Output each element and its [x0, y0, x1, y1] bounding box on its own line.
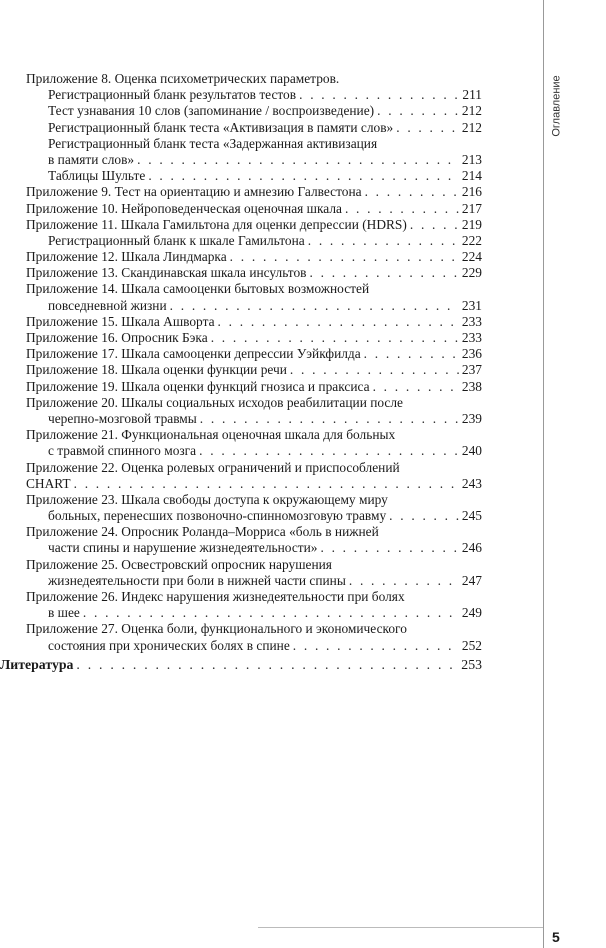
toc-page-number: 252	[461, 637, 482, 653]
dot-leader	[299, 87, 459, 103]
dot-leader	[365, 184, 459, 200]
toc-entry-continuation	[26, 638, 482, 654]
toc-entry-title: с травмой спинного мозга	[48, 443, 197, 459]
toc-entry-title: Приложение 20. Шкалы социальных исходов реабилитации после	[26, 394, 403, 410]
toc-entry-continuation	[26, 411, 482, 427]
toc-page-number: 253	[461, 657, 482, 672]
toc-subentry	[26, 103, 482, 119]
toc-entry-title: Приложение 27. Оценка боли, функционального и экономического	[26, 621, 407, 637]
toc-entry	[26, 346, 482, 362]
toc-entry	[26, 621, 482, 637]
toc-page-number: 213	[461, 151, 482, 167]
toc-entry	[26, 427, 482, 443]
toc-page-number: 249	[461, 605, 482, 621]
toc-page-number: 224	[461, 249, 482, 265]
toc-entry-title: Приложение 14. Шкала самооценки бытовых возможностей	[26, 281, 370, 297]
toc-entry-title: части спины и нарушение жизнедеятельности»	[48, 540, 318, 556]
toc-entry-title: Регистрационный бланк теста «Активизация в памяти слов»	[48, 119, 394, 135]
toc-entry-title: Приложение 17. Шкала самооценки депрессии Уэйкфилда	[26, 346, 361, 362]
toc-entry-title: Регистрационный бланк к шкале Гамильтона	[48, 232, 305, 248]
dot-leader	[211, 330, 459, 346]
toc-entry	[26, 184, 482, 200]
toc-subentry	[26, 136, 482, 152]
toc-page-number: 214	[461, 168, 482, 184]
dot-leader	[364, 346, 459, 362]
toc-entry-title: больных, перенесших позвоночно-спинномозговую травму	[48, 508, 387, 524]
toc-entry	[26, 524, 482, 540]
right-margin-rule	[543, 0, 544, 948]
toc-entry	[26, 281, 482, 297]
toc-entry	[26, 589, 482, 605]
toc-page-number: 236	[461, 346, 482, 362]
toc-entry-title: в памяти слов»	[48, 151, 135, 167]
toc-entry-title: Приложение 11. Шкала Гамильтона для оценки депрессии (HDRS)	[26, 216, 407, 232]
toc-entry-title: CHART	[26, 475, 71, 491]
dot-leader	[200, 411, 459, 427]
toc-page-number: 217	[461, 200, 482, 216]
toc-entry-title: состояния при хронических болях в спине	[48, 637, 290, 653]
section-title: Оглавление	[551, 75, 564, 137]
toc-page-number: 222	[461, 232, 482, 248]
toc-entry	[26, 217, 482, 233]
dot-leader	[83, 605, 459, 621]
page-number: 5	[552, 929, 560, 945]
toc-entry-title: Приложение 26. Индекс нарушения жизнедеятельности при болях	[26, 589, 405, 604]
dot-leader	[410, 217, 459, 233]
toc-entry-title: Приложение 23. Шкала свободы доступа к окружающему миру	[26, 491, 388, 507]
toc-entry-continuation	[26, 540, 482, 556]
toc-entry	[26, 249, 482, 265]
toc-page-number: 229	[461, 265, 482, 281]
toc-page-number: 231	[461, 297, 482, 313]
toc-literature-block	[0, 654, 482, 673]
toc-page-number: 240	[461, 443, 482, 459]
dot-leader	[230, 249, 459, 265]
running-header	[549, 70, 565, 142]
toc-page-number: 245	[461, 508, 482, 524]
toc-page-number: 233	[461, 330, 482, 345]
toc-entry-title: Приложение 16. Опросник Бэка	[26, 330, 208, 345]
toc-entry-title: жизнедеятельности при боли в нижней части спины	[48, 572, 346, 588]
toc-entry-title: Приложение 10. Нейроповеденческая оценочная шкала	[26, 200, 342, 216]
toc-entry-title: Приложение 24. Опросник Роланда–Морриса «боль в нижней	[26, 524, 379, 540]
dot-leader	[349, 573, 459, 589]
dot-leader	[199, 443, 459, 459]
toc-entry	[26, 379, 482, 395]
toc-entry-title: Регистрационный бланк теста «Задержанная активизация	[48, 135, 378, 151]
toc-entry-title: в шее	[48, 605, 80, 621]
dot-leader	[308, 233, 459, 249]
toc-subentry	[26, 120, 482, 136]
dot-leader	[377, 103, 459, 119]
toc-entry	[26, 492, 482, 508]
toc-entry	[26, 265, 482, 281]
toc-entry-title: повседневной жизни	[48, 297, 167, 313]
toc-entry	[26, 460, 482, 476]
toc-entry-title: Литература	[0, 657, 74, 672]
dot-leader	[345, 201, 459, 217]
toc-entry-title: Приложение 13. Скандинавская шкала инсультов	[26, 265, 307, 281]
dot-leader	[148, 168, 459, 184]
dot-leader	[74, 476, 459, 492]
dot-leader	[310, 265, 459, 281]
toc-subentry-continuation	[26, 152, 482, 168]
toc-page-number: 211	[462, 87, 482, 103]
toc-entry-title: Приложение 22. Оценка ролевых ограничений и приспособлений	[26, 459, 400, 475]
dot-leader	[320, 540, 458, 556]
toc-entry-title: Приложение 25. Освестровский опросник нарушения	[26, 556, 332, 572]
toc-page-number: 247	[461, 572, 482, 588]
toc-entry-continuation	[26, 443, 482, 459]
toc-entry-title: Таблицы Шульте	[48, 168, 146, 184]
dot-leader	[290, 362, 459, 378]
toc-page-number: 233	[461, 313, 482, 329]
toc-page-number: 212	[461, 103, 482, 119]
toc-entry	[26, 362, 482, 378]
table-of-contents	[26, 71, 482, 654]
footer-rule	[258, 927, 543, 928]
toc-entry	[26, 314, 482, 330]
dot-leader	[218, 314, 459, 330]
toc-entry-continuation	[26, 298, 482, 314]
dot-leader	[137, 152, 459, 168]
toc-entry-title: черепно-мозговой травмы	[48, 410, 197, 426]
toc-entry	[26, 395, 482, 411]
toc-page-number: 216	[461, 184, 482, 200]
toc-entry	[26, 201, 482, 217]
toc-entry-continuation	[26, 605, 482, 621]
toc-entry-literature	[0, 657, 482, 673]
toc-subentry	[26, 233, 482, 249]
toc-entry	[26, 71, 482, 87]
toc-entry	[26, 330, 482, 346]
dot-leader	[396, 120, 459, 136]
toc-entry-title: Приложение 15. Шкала Ашворта	[26, 313, 215, 329]
toc-entry-continuation	[26, 508, 482, 524]
toc-subentry	[26, 87, 482, 103]
toc-page-number: 243	[461, 475, 482, 491]
dot-leader	[170, 298, 459, 314]
toc-page-number: 237	[461, 362, 482, 378]
toc-page-number: 219	[461, 216, 482, 232]
toc-page-number: 246	[461, 540, 482, 556]
toc-entry-title: Приложение 18. Шкала оценки функции речи	[26, 362, 287, 378]
toc-entry-continuation	[26, 476, 482, 492]
toc-entry-title: Приложение 8. Оценка психометрических параметров.	[26, 71, 340, 86]
toc-entry	[26, 557, 482, 573]
toc-subentry	[26, 168, 482, 184]
toc-page-number: 238	[461, 378, 482, 394]
toc-entry-title: Приложение 19. Шкала оценки функций гнозиса и праксиса	[26, 378, 370, 394]
toc-entry-continuation	[26, 573, 482, 589]
toc-entry-title: Приложение 9. Тест на ориентацию и амнезию Галвестона	[26, 184, 362, 200]
dot-leader	[293, 638, 459, 654]
dot-leader	[76, 657, 458, 673]
toc-entry-title: Тест узнавания 10 слов (запоминание / воспроизведение)	[48, 103, 375, 119]
toc-entry-title: Приложение 21. Функциональная оценочная шкала для больных	[26, 427, 396, 443]
dot-leader	[389, 508, 459, 524]
dot-leader	[373, 379, 459, 395]
toc-page-number: 212	[461, 119, 482, 135]
toc-entry-title: Регистрационный бланк результатов тестов	[48, 87, 297, 103]
toc-page-number: 239	[461, 410, 482, 426]
toc-entry-title: Приложение 12. Шкала Линдмарка	[26, 249, 227, 265]
